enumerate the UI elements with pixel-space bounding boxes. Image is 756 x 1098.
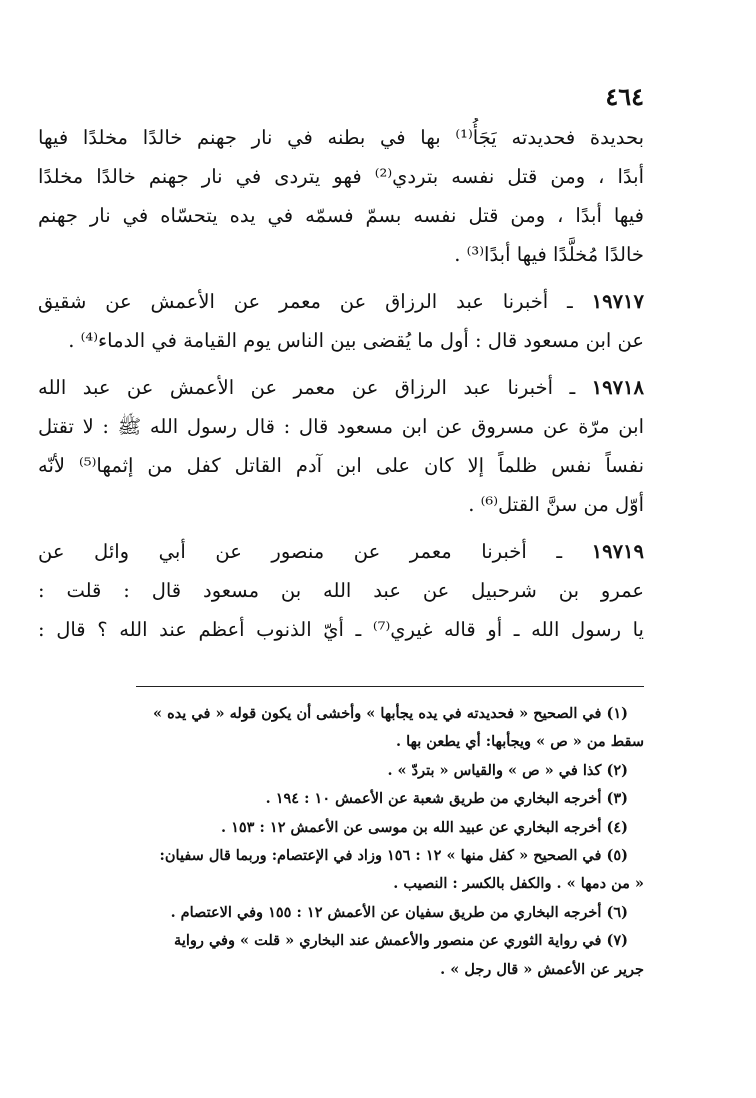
footnote-divider xyxy=(136,686,644,687)
text-line: فيها أبدًا ، ومن قتل نفسه بسمّ فسمّه في يده يتحسّاه في نار جهنم xyxy=(38,204,644,227)
footnote-line: (٢) كذا في « ص » والقياس « بتردّ » . xyxy=(387,761,628,779)
line-text: ـ أخبرنا عبد الرزاق عن معمر عن الأعمش عن شقيق xyxy=(38,290,573,313)
page-number: ٤٦٤ xyxy=(605,82,644,111)
text-line: عن ابن مسعود قال : أول ما يُقضى بين الناس يوم القيامة في الدماء⁽⁴⁾ . xyxy=(68,329,644,352)
footnote-line: (٦) أخرجه البخاري من طريق سفيان عن الأعمش ١٢ : ١٥٥ وفي الاعتصام . xyxy=(170,903,628,921)
hadith-number: ١٩٧١٨ xyxy=(591,376,644,399)
text-line xyxy=(38,368,644,407)
footnote-line: « من دمها » . والكفل بالكسر : النصيب . xyxy=(393,875,644,893)
text-line: أوّل من سنَّ القتل⁽⁶⁾ . xyxy=(468,493,644,516)
text-line xyxy=(38,282,644,321)
text-line: ابن مرّة عن مسروق عن ابن مسعود قال : قال رسول الله ﷺ : لا تقتل xyxy=(38,415,644,438)
footnote-line: (٥) في الصحيح « كفل منها » ١٢ : ١٥٦ وزاد في الإعتصام: وربما قال سفيان: xyxy=(159,846,628,864)
paragraph-continuation xyxy=(38,118,644,274)
text-line: نفساً نفس ظلماً إلا كان على ابن آدم القاتل كفل من إثمها⁽⁵⁾ لأنّه xyxy=(38,454,644,477)
line-text: ـ أخبرنا عبد الرزاق عن معمر عن الأعمش عن عبد الله xyxy=(38,376,576,399)
footnotes xyxy=(40,700,644,984)
text-line: عمرو بن شرحبيل عن عبد الله بن مسعود قال : قلت : xyxy=(38,579,644,602)
footnote-line: (٣) أخرجه البخاري من طريق شعبة عن الأعمش ١٠ : ١٩٤ . xyxy=(265,790,628,808)
main-text xyxy=(38,118,644,649)
text-line: بحديدة فحديدته يَجَأُ⁽¹⁾ بها في بطنه في نار جهنم خالدًا مخلدًا فيها xyxy=(38,126,644,149)
footnote-line: (١) في الصحيح « فحديدته في يده يجأبها » وأخشى أن يكون قوله « في يده » xyxy=(152,705,628,722)
footnote-line: (٤) أخرجه البخاري عن عبيد الله بن موسى عن الأعمش ١٢ : ١٥٣ . xyxy=(220,818,628,836)
footnote-line: (٧) في رواية الثوري عن منصور والأعمش عند البخاري « قلت » وفي رواية xyxy=(174,932,628,950)
hadith-number: ١٩٧١٩ xyxy=(591,540,644,563)
hadith-number: ١٩٧١٧ xyxy=(591,290,644,313)
footnote-line: سقط من « ص » ويجأبها: أي يطعن بها . xyxy=(396,733,644,751)
text-line: أبدًا ، ومن قتل نفسه بتردي⁽²⁾ فهو يتردى في نار جهنم خالدًا مخلدًا xyxy=(38,165,644,188)
text-line xyxy=(38,532,644,571)
text-line: يا رسول الله ـ أو قاله غيري⁽⁷⁾ ـ أيّ الذنوب أعظم عند الله ؟ قال : xyxy=(38,618,644,641)
line-text: ـ أخبرنا معمر عن منصور عن أبي وائل عن xyxy=(38,540,563,563)
hadith-19719 xyxy=(38,532,644,649)
text-line: خالدًا مُخلَّدًا فيها أبدًا⁽³⁾ . xyxy=(454,243,644,266)
hadith-19718 xyxy=(38,368,644,524)
footnote-line: جرير عن الأعمش « قال رجل » . xyxy=(440,960,644,978)
hadith-19717 xyxy=(38,282,644,360)
